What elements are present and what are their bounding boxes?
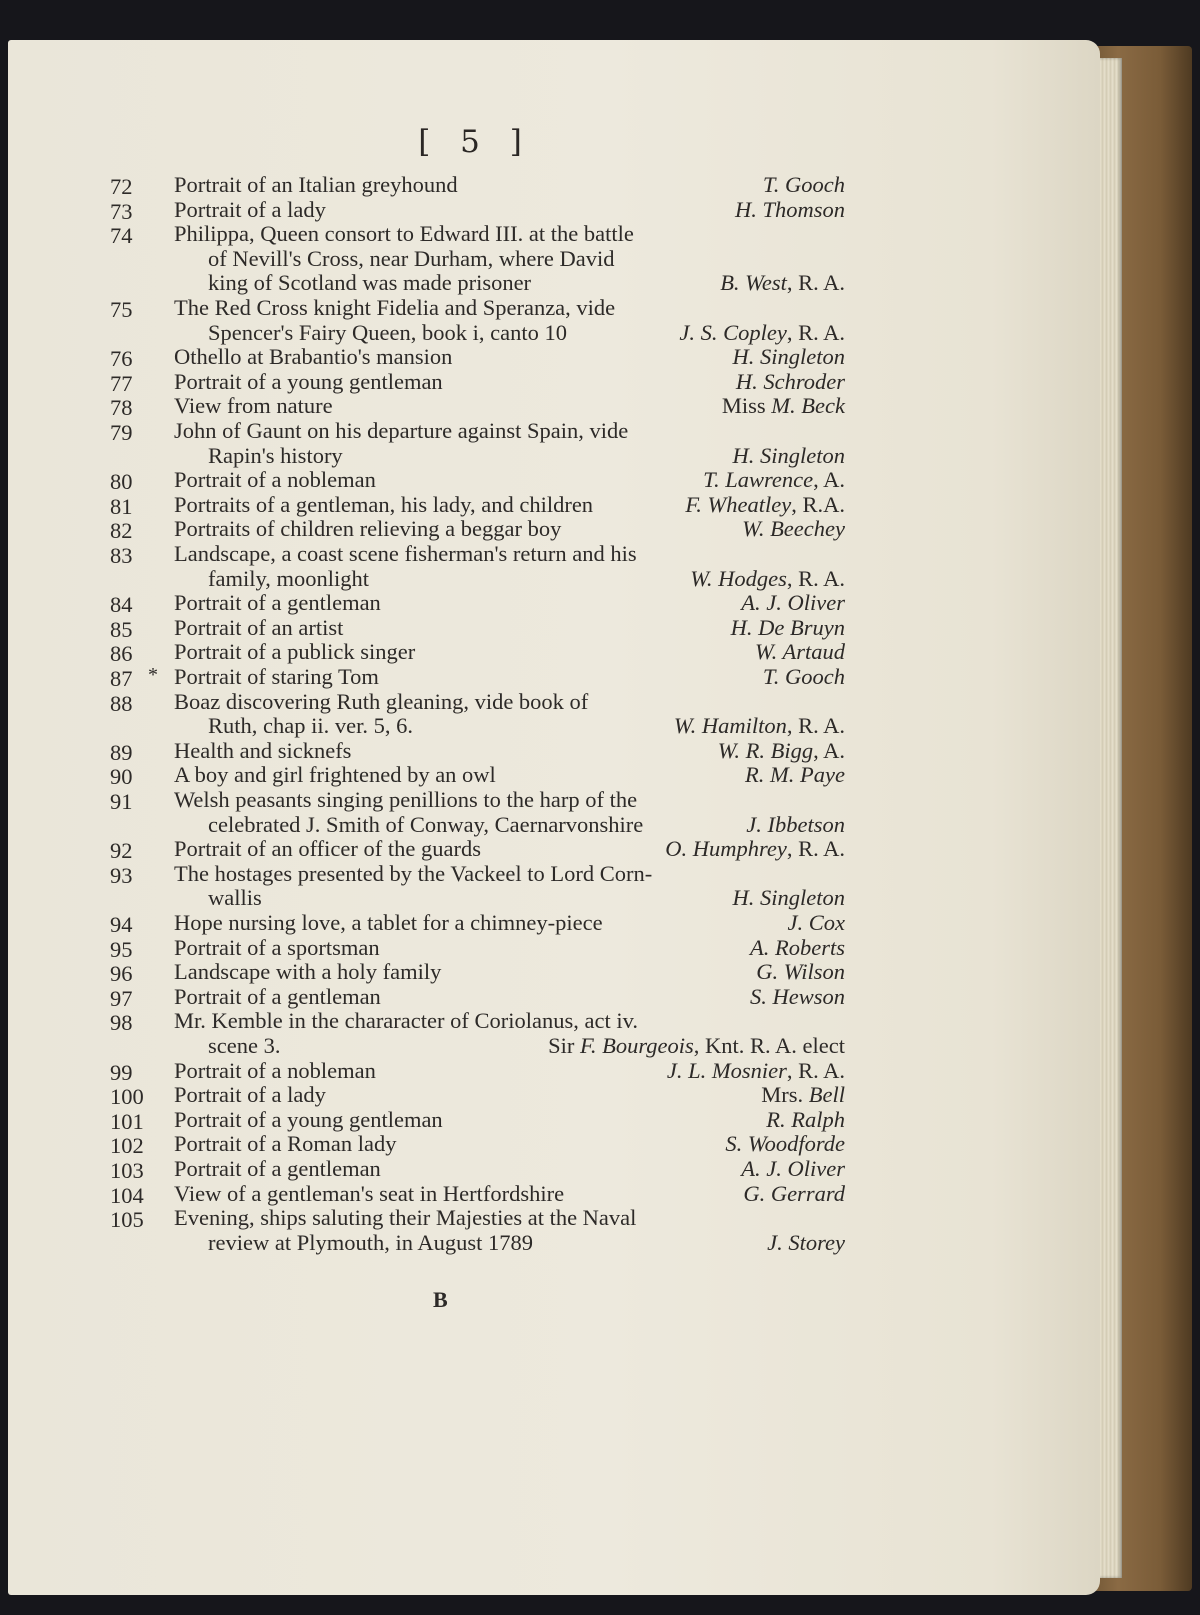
entry-number: 77 bbox=[110, 371, 133, 396]
entry-title: Portrait of a young gentleman bbox=[174, 369, 443, 394]
catalogue-entry bbox=[100, 761, 850, 789]
entry-artist bbox=[756, 958, 845, 986]
catalogue-entry bbox=[100, 343, 850, 371]
entry-title: family, moonlight bbox=[208, 566, 370, 591]
entry-title: Rapin's history bbox=[208, 443, 343, 468]
artist-name: H. Singleton bbox=[732, 344, 845, 369]
entry-artist bbox=[763, 171, 845, 199]
entry-title: The Red Cross knight Fidelia and Speranza, vide bbox=[174, 295, 616, 320]
entry-number: 101 bbox=[110, 1109, 144, 1134]
entry-title: scene 3. bbox=[208, 1033, 281, 1058]
entry-number: 102 bbox=[110, 1133, 144, 1158]
artist-name: W. Artaud bbox=[754, 639, 845, 664]
artist-suffix: , R. A. bbox=[786, 320, 845, 345]
entry-number: 76 bbox=[110, 346, 133, 371]
entry-title: Portrait of a gentleman bbox=[174, 1156, 381, 1181]
artist-name: M. Beck bbox=[771, 393, 845, 418]
entry-artist bbox=[788, 909, 845, 937]
artist-name: A. Roberts bbox=[750, 935, 845, 960]
artist-suffix: , A. bbox=[813, 467, 845, 492]
entry-artist bbox=[755, 638, 845, 666]
entry-title: Landscape with a holy family bbox=[174, 959, 442, 984]
entry-number: 86 bbox=[110, 641, 133, 666]
entry-title: Welsh peasants singing penillions to the harp of the bbox=[174, 787, 638, 812]
entry-number: 88 bbox=[110, 691, 133, 716]
entry-title: Portrait of a publick singer bbox=[174, 639, 416, 664]
artist-name: J. Cox bbox=[787, 910, 845, 935]
artist-name: T. Gooch bbox=[762, 172, 845, 197]
artist-name: J. Storey bbox=[767, 1230, 845, 1255]
catalogue-entry bbox=[100, 1204, 850, 1232]
entry-title: review at Plymouth, in August 1789 bbox=[208, 1230, 533, 1255]
artist-name: R. M. Paye bbox=[745, 762, 845, 787]
artist-suffix: , R. A. bbox=[786, 713, 845, 738]
entry-artist bbox=[741, 589, 845, 617]
entry-title: king of Scotland was made prisoner bbox=[208, 270, 532, 295]
entry-number: 96 bbox=[110, 961, 133, 986]
entry-title: of Nevill's Cross, near Durham, where David bbox=[208, 246, 615, 271]
artist-name: T. Lawrence bbox=[703, 467, 814, 492]
entry-artist bbox=[665, 835, 845, 863]
catalogue-entry bbox=[100, 786, 850, 814]
entry-title: Portrait of an artist bbox=[174, 615, 344, 640]
entry-number: 89 bbox=[110, 740, 133, 765]
entry-title: Spencer's Fairy Queen, book i, canto 10 bbox=[208, 320, 567, 345]
entry-number: 99 bbox=[110, 1060, 133, 1085]
catalogue-entry bbox=[100, 171, 850, 199]
artist-name: J. L. Mosnier bbox=[666, 1058, 787, 1083]
catalogue-entry bbox=[100, 589, 850, 617]
catalogue-entry bbox=[100, 835, 850, 863]
entry-title: Boaz discovering Ruth gleaning, vide book of bbox=[174, 689, 589, 714]
entry-artist bbox=[733, 343, 846, 371]
catalogue-entry bbox=[100, 540, 850, 568]
entry-title: Landscape, a coast scene fisherman's return and his bbox=[174, 541, 637, 566]
artist-name: A. J. Oliver bbox=[741, 590, 845, 615]
entry-artist bbox=[703, 466, 845, 494]
entry-number: 97 bbox=[110, 986, 133, 1011]
entry-number: 82 bbox=[110, 518, 133, 543]
entry-title: John of Gaunt on his departure against Spain, vide bbox=[174, 418, 629, 443]
entry-number: 75 bbox=[110, 297, 133, 322]
entry-title: Portrait of a gentleman bbox=[174, 984, 381, 1009]
catalogue-entry bbox=[100, 392, 850, 420]
artist-name: S. Hewson bbox=[750, 984, 845, 1009]
entry-number: 94 bbox=[110, 912, 133, 937]
catalogue-entry bbox=[100, 1007, 850, 1035]
artist-suffix: , Knt. R. A. elect bbox=[693, 1033, 845, 1058]
catalogue-entry bbox=[100, 220, 850, 248]
artist-prefix: Miss bbox=[721, 393, 772, 418]
entry-title: Portraits of a gentleman, his lady, and children bbox=[174, 492, 594, 517]
page-number-header: [ 5 ] bbox=[418, 124, 532, 160]
artist-suffix: , R. A. bbox=[786, 1058, 845, 1083]
entry-title: Portrait of a lady bbox=[174, 1082, 326, 1107]
entry-title: View from nature bbox=[174, 393, 333, 418]
entry-title: wallis bbox=[208, 885, 262, 910]
artist-name: H. Thomson bbox=[734, 197, 845, 222]
entry-number: 73 bbox=[110, 199, 133, 224]
catalogue-entry bbox=[100, 466, 850, 494]
artist-name: H. Singleton bbox=[732, 443, 845, 468]
entry-number: 95 bbox=[110, 937, 133, 962]
artist-name: O. Humphrey bbox=[665, 836, 787, 861]
catalogue-entry bbox=[100, 1130, 850, 1158]
artist-name: G. Gerrard bbox=[743, 1181, 845, 1206]
entry-title: Portrait of a young gentleman bbox=[174, 1107, 443, 1132]
entry-title: The hostages presented by the Vackeel to Lord Corn- bbox=[174, 861, 653, 886]
entry-artist bbox=[722, 392, 845, 420]
entry-artist bbox=[761, 1081, 845, 1109]
entry-number: 84 bbox=[110, 592, 133, 617]
artist-suffix: , R. A. bbox=[786, 270, 845, 295]
artist-name: S. Woodforde bbox=[725, 1131, 845, 1156]
entry-artist bbox=[674, 712, 845, 740]
entry-title: Hope nursing love, a tablet for a chimney-piece bbox=[174, 910, 603, 935]
entry-title: A boy and girl frightened by an owl bbox=[174, 762, 496, 787]
entry-artist bbox=[733, 884, 846, 912]
artist-suffix: , R. A. bbox=[786, 836, 845, 861]
artist-name: H. Singleton bbox=[732, 885, 845, 910]
entry-title: Portrait of a sportsman bbox=[174, 935, 380, 960]
entry-title: Mr. Kemble in the chararacter of Coriolanus, act iv. bbox=[174, 1008, 638, 1033]
entry-number: 90 bbox=[110, 764, 133, 789]
entry-number: 79 bbox=[110, 420, 133, 445]
catalogue-entry-continuation bbox=[100, 1229, 850, 1257]
entry-title: Othello at Brabantio's mansion bbox=[174, 344, 453, 369]
catalogue-entry bbox=[100, 1155, 850, 1183]
artist-name: G. Wilson bbox=[756, 959, 845, 984]
catalogue-entry bbox=[100, 1081, 850, 1109]
entry-title: Portrait of a gentleman bbox=[174, 590, 381, 615]
artist-suffix: , R. A. bbox=[786, 566, 845, 591]
entry-title: Portrait of a nobleman bbox=[174, 1058, 376, 1083]
entry-number: 98 bbox=[110, 1010, 133, 1035]
entry-number: 78 bbox=[110, 395, 133, 420]
entry-number: 93 bbox=[110, 863, 133, 888]
entry-artist bbox=[741, 1155, 845, 1183]
entry-title: Portrait of staring Tom bbox=[174, 664, 379, 689]
entry-number: 85 bbox=[110, 617, 133, 642]
artist-name: B. West bbox=[720, 270, 787, 295]
entry-number: 87 bbox=[110, 666, 133, 691]
entry-title: Portrait of an officer of the guards bbox=[174, 836, 481, 861]
artist-name: R. Ralph bbox=[766, 1107, 845, 1132]
artist-name: W. R. Bigg bbox=[717, 738, 814, 763]
entry-artist bbox=[548, 1032, 845, 1060]
artist-name: Bell bbox=[808, 1082, 845, 1107]
entry-title: Ruth, chap ii. ver. 5, 6. bbox=[208, 713, 413, 738]
artist-name: H. De Bruyn bbox=[730, 615, 845, 640]
entry-title: Health and sicknefs bbox=[174, 738, 352, 763]
artist-name: W. Beechey bbox=[742, 516, 845, 541]
catalogue-entry bbox=[100, 294, 850, 322]
entry-artist bbox=[763, 663, 845, 691]
entry-title: Portrait of a Roman lady bbox=[174, 1131, 397, 1156]
entry-star-mark: * bbox=[148, 664, 158, 686]
catalogue-entry bbox=[100, 958, 850, 986]
entry-artist bbox=[767, 1229, 845, 1257]
entry-title: Portrait of a nobleman bbox=[174, 467, 376, 492]
entry-artist bbox=[725, 1130, 845, 1158]
catalogue-entry-continuation bbox=[100, 712, 850, 740]
artist-name: F. Bourgeois bbox=[580, 1033, 694, 1058]
entry-title: Evening, ships saluting their Majesties at the Naval bbox=[174, 1205, 637, 1230]
entry-number: 72 bbox=[110, 174, 133, 199]
artist-name: F. Wheatley bbox=[685, 492, 792, 517]
entry-title: celebrated J. Smith of Conway, Caernarvonshire bbox=[208, 812, 644, 837]
entry-number: 105 bbox=[110, 1207, 144, 1232]
artist-name: T. Gooch bbox=[762, 664, 845, 689]
entry-number: 83 bbox=[110, 543, 133, 568]
catalogue-entry bbox=[100, 515, 850, 543]
artist-name: J. Ibbetson bbox=[746, 812, 845, 837]
catalogue-entry-continuation bbox=[100, 1032, 850, 1060]
entry-artist bbox=[720, 269, 845, 297]
catalogue-entry bbox=[100, 417, 850, 445]
entry-title: Philippa, Queen consort to Edward III. at the battle bbox=[174, 221, 634, 246]
entry-number: 92 bbox=[110, 838, 133, 863]
signature-mark: B bbox=[433, 1287, 448, 1312]
artist-prefix: Sir bbox=[548, 1033, 580, 1058]
entry-number: 81 bbox=[110, 494, 133, 519]
artist-name: W. Hodges bbox=[690, 566, 787, 591]
entry-number: 74 bbox=[110, 223, 133, 248]
entry-title: View of a gentleman's seat in Hertfordshire bbox=[174, 1181, 565, 1206]
entry-number: 100 bbox=[110, 1084, 144, 1109]
entry-artist bbox=[745, 761, 845, 789]
artist-prefix: Mrs. bbox=[761, 1082, 809, 1107]
catalogue-entry bbox=[100, 663, 850, 691]
entry-title: Portraits of children relieving a beggar boy bbox=[174, 516, 562, 541]
catalogue-entry-continuation bbox=[100, 269, 850, 297]
entry-number: 104 bbox=[110, 1183, 144, 1208]
entry-number: 103 bbox=[110, 1158, 144, 1183]
entry-title: Portrait of a lady bbox=[174, 197, 326, 222]
entry-title: Portrait of an Italian greyhound bbox=[174, 172, 458, 197]
artist-name: W. Hamilton bbox=[673, 713, 787, 738]
catalogue-entry bbox=[100, 909, 850, 937]
artist-name: H. Schroder bbox=[735, 369, 845, 394]
artist-suffix: , A. bbox=[813, 738, 845, 763]
artist-name: A. J. Oliver bbox=[741, 1156, 845, 1181]
catalogue-entry-continuation bbox=[100, 884, 850, 912]
artist-suffix: , R.A. bbox=[791, 492, 845, 517]
artist-name: J. S. Copley bbox=[679, 320, 787, 345]
catalogue-entry bbox=[100, 638, 850, 666]
entry-number: 80 bbox=[110, 469, 133, 494]
entry-number: 91 bbox=[110, 789, 133, 814]
entry-artist bbox=[742, 515, 845, 543]
